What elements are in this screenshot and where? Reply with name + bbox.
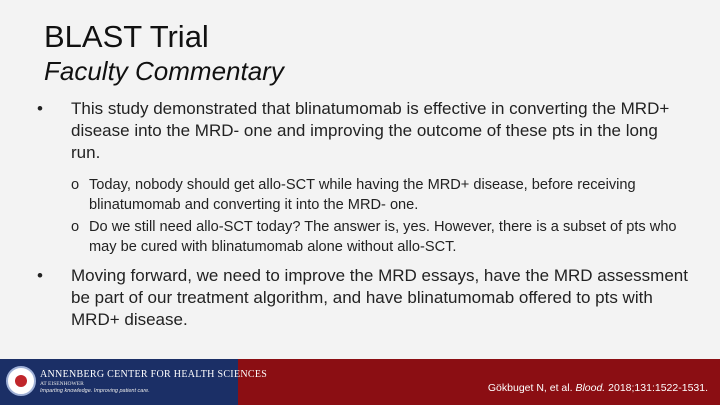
- sub-bullet-marker: o: [71, 219, 80, 235]
- logo-tagline: Imparting knowledge. Improving patient care.: [40, 388, 150, 394]
- bullet-item: [30, 98, 690, 164]
- sub-bullet-item: [30, 176, 690, 215]
- citation: [488, 382, 708, 394]
- logo-subname: AT EISENHOWER: [40, 381, 84, 387]
- slide-body: [30, 98, 690, 331]
- slide-title: BLAST Trial: [44, 19, 209, 54]
- bullet-marker: •: [37, 99, 43, 118]
- citation-authors: Gökbuget N, et al.: [487, 382, 573, 394]
- slide-subtitle: Faculty Commentary: [44, 56, 284, 86]
- annenberg-logo: [0, 359, 268, 405]
- logo-name: ANNENBERG CENTER FOR HEALTH SCIENCES: [40, 369, 268, 380]
- sub-bullet-text: Do we still need allo-SCT today? The answer is, yes. However, there is a subset of pts who may be cured with blinatumomab alone without allo-SCT.: [89, 219, 677, 255]
- citation-journal: Blood.: [575, 382, 606, 394]
- sub-bullet-marker: o: [71, 177, 80, 193]
- bullet-text: Moving forward, we need to improve the MRD essays, have the MRD assessment be part of our treatment algorithm, and have blinatumomab offered to pts with MRD+ disease.: [71, 266, 688, 329]
- bullet-item: [30, 265, 690, 331]
- seal-icon: [6, 366, 36, 396]
- sub-bullet-item: [30, 218, 690, 257]
- footer-bar: [0, 359, 720, 405]
- bullet-text: This study demonstrated that blinatumomab is effective in converting the MRD+ disease into the MRD- one and improving the outcome of these pts in the long run.: [71, 99, 670, 162]
- sub-bullet-text: Today, nobody should get allo-SCT while having the MRD+ disease, before receiving blinatumomab and converting it into the MRD- one.: [89, 177, 636, 213]
- bullet-marker: •: [37, 266, 43, 285]
- citation-ref: 2018;131:1522-1531.: [608, 382, 708, 394]
